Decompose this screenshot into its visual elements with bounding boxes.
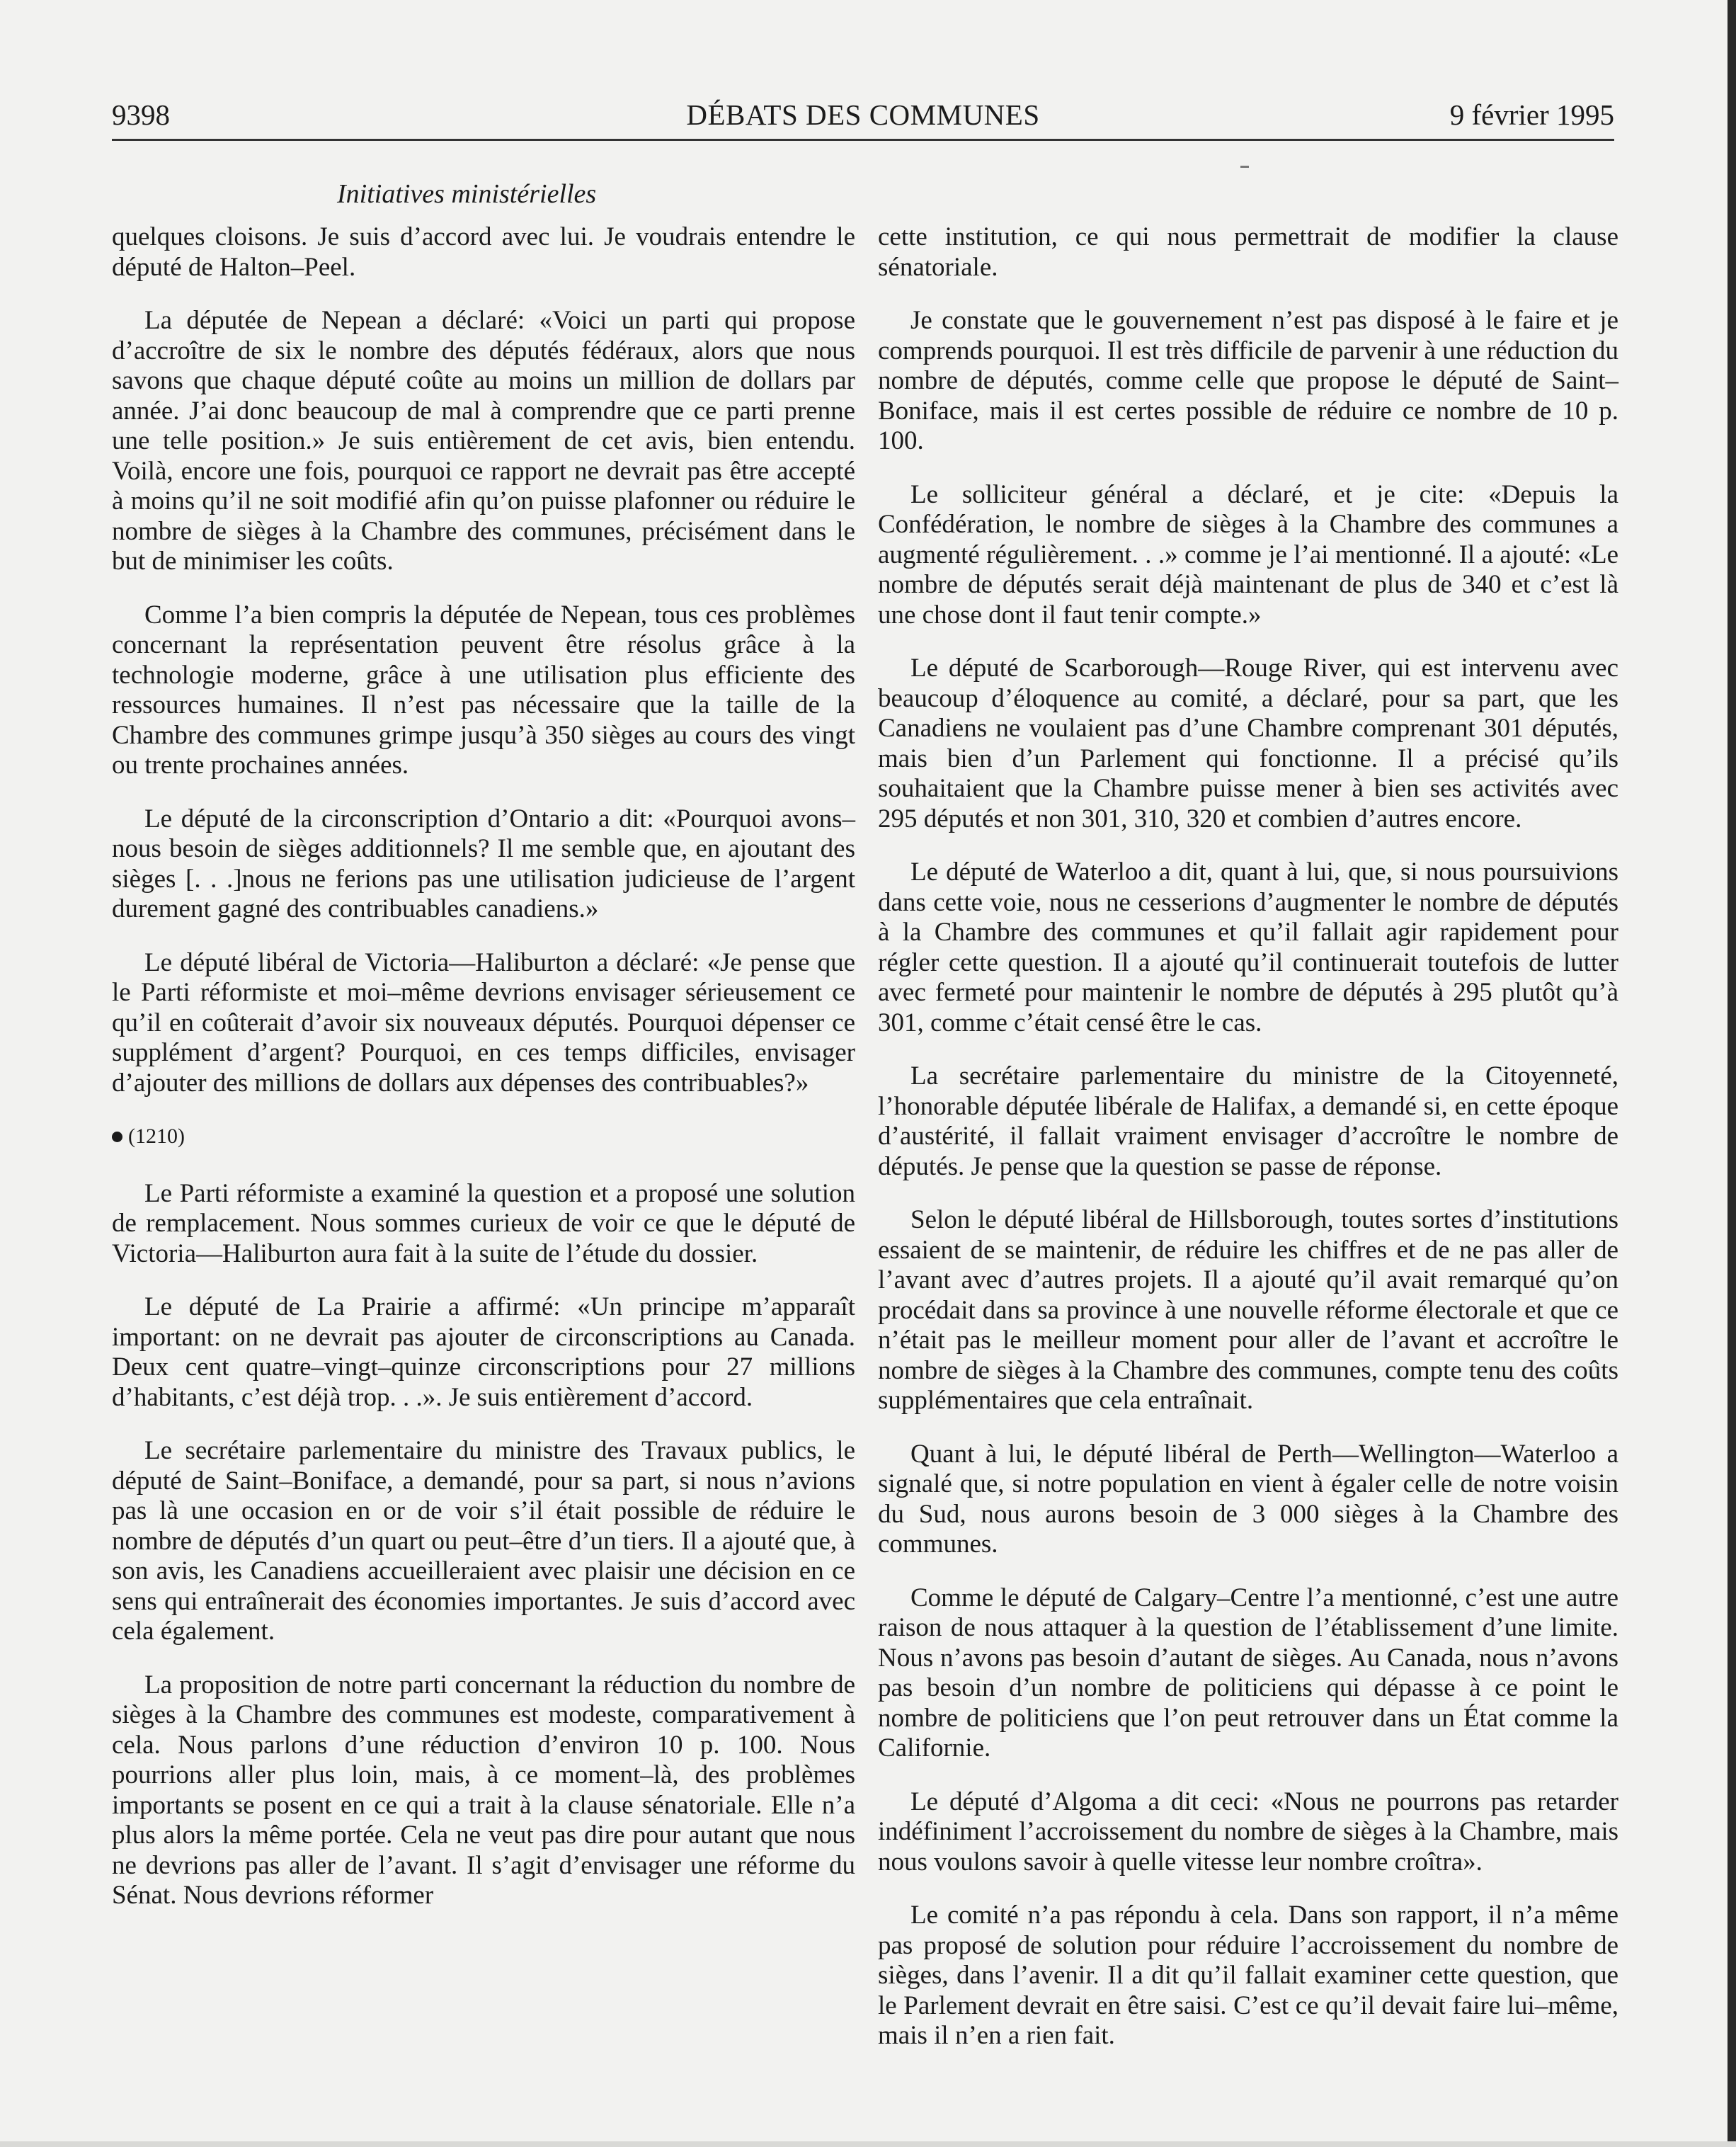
paragraph: Le solliciteur général a déclaré, et je cite: «Depuis la Confédération, le nombre de sièges à la Chambre des communes a augmenté régulièrement. . .» comme je l’ai mentionné. Il a ajouté: «Le nombre de députés serait déjà maintenant de plus de 340 et c’est là une chose dont il faut tenir compte.» [878,479,1618,630]
paragraph: Le député de Waterloo a dit, quant à lui, que, si nous poursuivions dans cette voie, nous ne cesserions d’augmenter le nombre de députés à la Chambre des communes et qu’il fallait agir rapidement pour régler cette question. Il a ajouté qu’il continuerait toutefois de lutter avec fermeté pour maintenir le nombre de députés à 295 plutôt qu’à 301, comme c’était censé être le cas. [878,858,1618,1037]
paragraph: Selon le député libéral de Hillsborough, toutes sortes d’institutions essaient de se maintenir, de réduire les chiffres et de ne pas aller de l’avant avec d’autres projets. Il a ajouté qu’il avait remarqué qu’on procédait dans sa province à une nouvelle réforme électorale et que ce n’était pas le meilleur moment pour aller de l’avant et accroître le nombre de sièges à la Chambre des communes, compte tenu des coûts supplémentaires que cela entraînait. [878,1205,1618,1415]
issue-date: 9 février 1995 [1449,98,1614,131]
paragraph: Le député de Scarborough—Rouge River, qui est intervenu avec beaucoup d’éloquence au comité, a déclaré, pour sa part, que les Canadiens ne voulaient pas d’une Chambre comprenant 301 députés, mais bien d’un Parlement qui fonctionne. Il a précisé qu’ils souhaitaient que la Chambre puisse mener à bien ses activités avec 295 députés et non 301, 310, 320 et combien d’autres encore. [878,654,1618,833]
paragraph: Comme le député de Calgary–Centre l’a mentionné, c’est une autre raison de nous attaquer à la question de l’établissement d’une limite. Nous n’avons pas besoin d’autant de sièges. Au Canada, nous n’avons pas besoin d’un nombre de politiciens qui dépasse à ce point le nombre de politiciens que l’on peut retrouver dans un État comme la Californie. [878,1583,1618,1762]
paragraph: Le député d’Algoma a dit ceci: «Nous ne pourrons pas retarder indéfiniment l’accroissement du nombre de sièges à la Chambre, mais nous voulons savoir à quelle vitesse leur nombre croîtra». [878,1787,1618,1877]
scan-edge [1728,0,1736,2147]
paragraph: quelques cloisons. Je suis d’accord avec lui. Je voudrais entendre le député de Halton–Peel. [112,222,855,282]
paragraph: La proposition de notre parti concernant la réduction du nombre de sièges à la Chambre des communes est modeste, comparativement à cela. Nous parlons d’une réduction d’environ 10 p. 100. Nous pourrions aller plus loin, mais, à ce moment–là, des problèmes importants se posent en ce qui a trait à la clause sénatoriale. Elle n’a plus alors la même portée. Cela ne veut pas dire pour autant que nous ne devrions pas aller de l’avant. Il s’agit d’envisager une réforme du Sénat. Nous devrions réformer [112,1670,855,1910]
paragraph: Le député de la circonscription d’Ontario a dit: «Pourquoi avons–nous besoin de sièges additionnels? Il me semble que, en ajoutant des sièges [. . .]nous ne ferions pas une utilisation judicieuse de l’argent durement gagné des contribuables canadiens.» [112,804,855,923]
paragraph: Le député libéral de Victoria—Haliburton a déclaré: «Je pense que le Parti réformiste et moi–même devrions envisager sérieusement ce qu’il en coûterait d’avoir six nouveaux députés. Pourquoi dépenser ce supplément d’argent? Pourquoi, en ces temps difficiles, envisager d’ajouter des millions de dollars aux dépenses des contribuables?» [112,947,855,1098]
time-marker-label: (1210) [128,1124,185,1148]
right-column [878,222,1618,2075]
section-title: Initiatives ministérielles [337,179,597,209]
paragraph: Le Parti réformiste a examiné la question et a proposé une solution de remplacement. Nous sommes curieux de voir ce que le député de Victoria—Haliburton aura fait à la suite de l’étude du dossier. [112,1178,855,1268]
header-rule [112,139,1614,141]
paragraph: cette institution, ce qui nous permettrait de modifier la clause sénatoriale. [878,222,1618,282]
publication-title: DÉBATS DES COMMUNES [686,98,1040,131]
page-number: 9398 [112,98,170,131]
paragraph: Quant à lui, le député libéral de Perth—Wellington—Waterloo a signalé que, si notre population en vient à égaler celle de notre voisin du Sud, nous aurons besoin de 3 000 sièges à la Chambre des communes. [878,1439,1618,1559]
paragraph: Le député de La Prairie a affirmé: «Un principe m’apparaît important: on ne devrait pas ajouter de circonscriptions au Canada. Deux cent quatre–vingt–quinze circonscriptions pour 27 millions d’habitants, c’est déjà trop. . .». Je suis entièrement d’accord. [112,1292,855,1412]
bullet-icon [112,1132,122,1142]
paragraph: Le secrétaire parlementaire du ministre des Travaux publics, le député de Saint–Boniface, a demandé, pour sa part, si nous n’avions pas là une occasion en or de voir s’il était possible de réduire le nombre de députés d’un quart ou peut–être d’un tiers. Il a ajouté que, à son avis, les Canadiens accueilleraient avec plaisir une décision en ce sens qui entraînerait des économies importantes. Je suis d’accord avec cela également. [112,1436,855,1646]
time-marker [112,1122,855,1152]
paragraph: Je constate que le gouvernement n’est pas disposé à le faire et je comprends pourquoi. Il est très difficile de parvenir à une réduction du nombre de députés, comme celle que propose le député de Saint–Boniface, mais il est certes possible de réduire ce nombre de 10 p. 100. [878,306,1618,455]
scan-bottom-edge [0,2141,1736,2147]
paragraph: Comme l’a bien compris la députée de Nepean, tous ces problèmes concernant la représentation peuvent être résolus grâce à la technologie moderne, grâce à une utilisation plus efficiente des ressources humaines. Il n’est pas nécessaire que la taille de la Chambre des communes grimpe jusqu’à 350 sièges au cours des vingt ou trente prochaines années. [112,600,855,780]
left-column [112,222,855,1935]
paragraph: La secrétaire parlementaire du ministre de la Citoyenneté, l’honorable députée libérale de Halifax, a demandé si, en cette époque d’austérité, il fallait vraiment envisager d’accroître le nombre de députés. Je pense que la question se passe de réponse. [878,1061,1618,1181]
scan-mark [1240,166,1249,168]
paragraph: La députée de Nepean a déclaré: «Voici un parti qui propose d’accroître de six le nombre des députés fédéraux, alors que nous savons que chaque député coûte au moins un million de dollars par année. J’ai donc beaucoup de mal à comprendre que ce parti prenne une telle position.» Je suis entièrement de cet avis, bien entendu. Voilà, encore une fois, pourquoi ce rapport ne devrait pas être accepté à moins qu’il ne soit modifié afin qu’on puisse plafonner ou réduire le nombre de sièges à la Chambre des communes, précisément dans le but de minimiser les coûts. [112,306,855,576]
paragraph: Le comité n’a pas répondu à cela. Dans son rapport, il n’a même pas proposé de solution pour réduire l’accroissement du nombre de sièges, dans l’avenir. Il a dit qu’il fallait examiner cette question, que le Parlement devrait en être saisi. C’est ce qu’il devait faire lui–même, mais il n’en a rien fait. [878,1901,1618,2050]
page-header [112,98,1614,140]
